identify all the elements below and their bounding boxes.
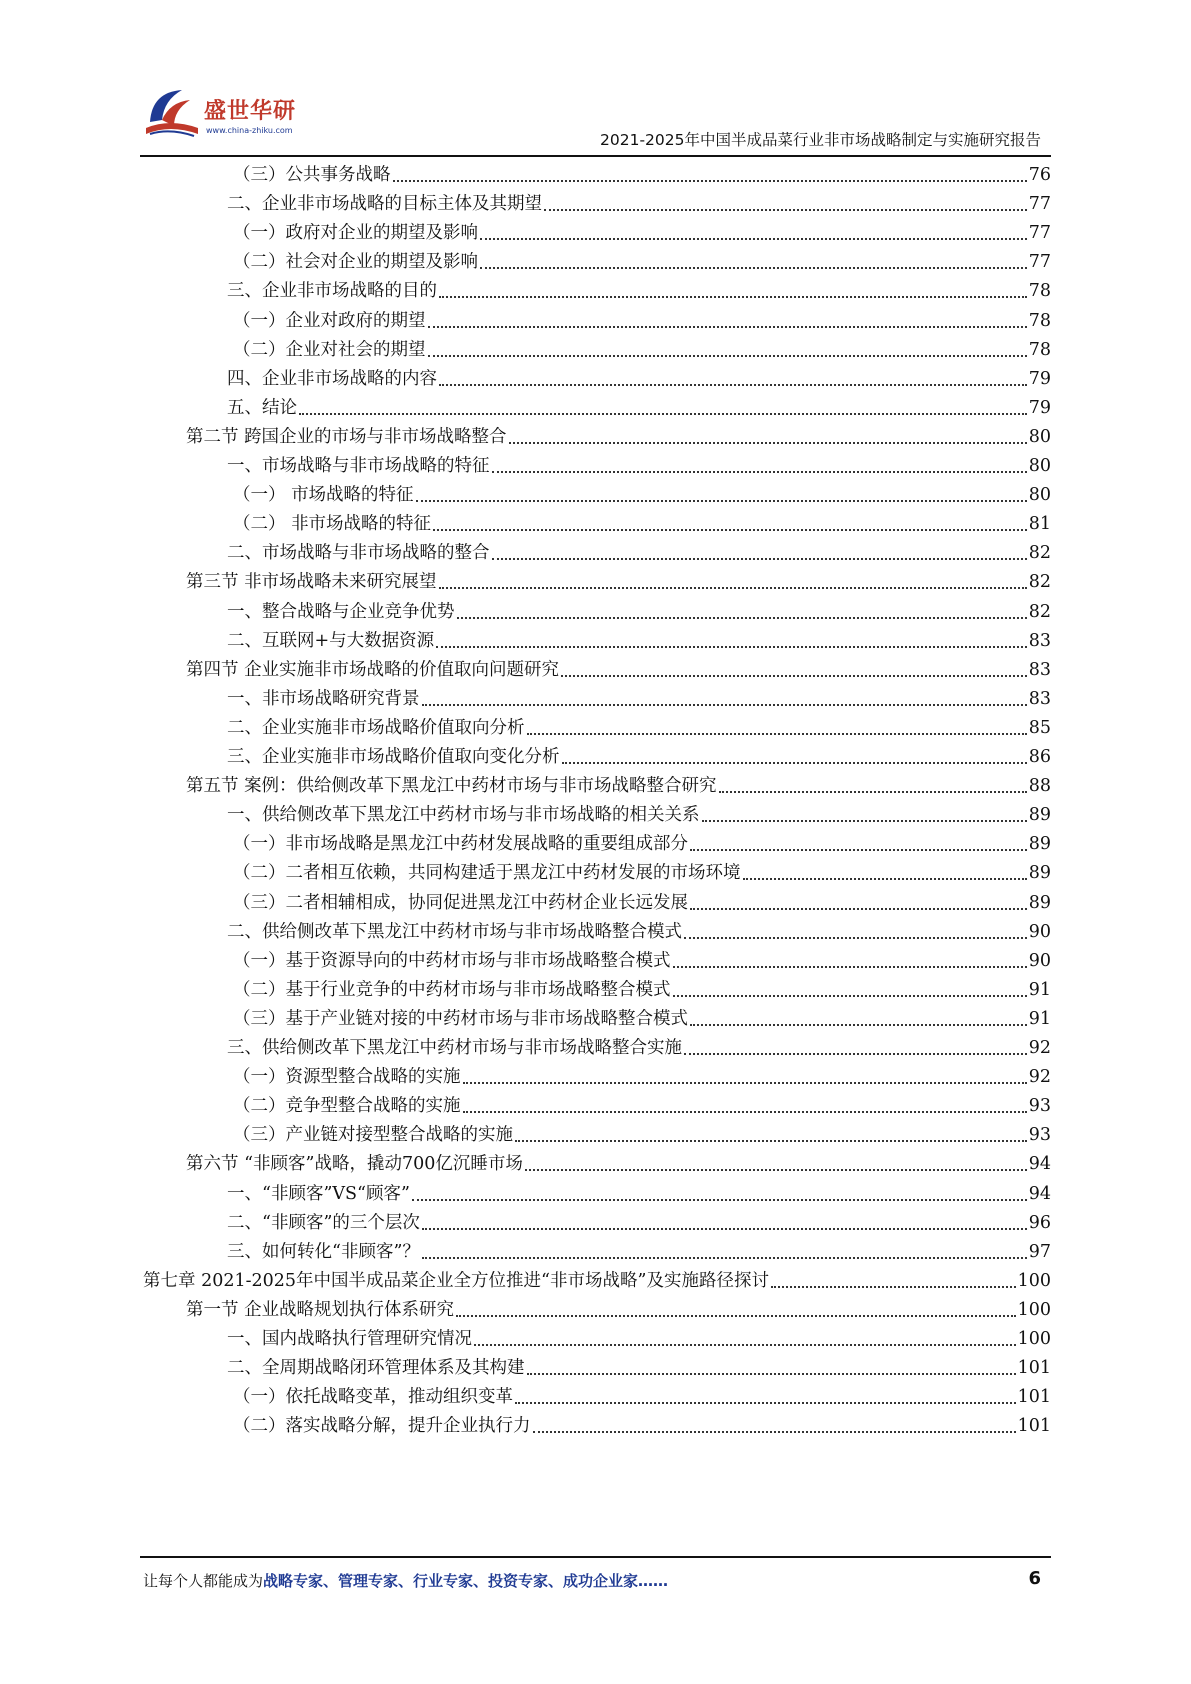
toc-entry-title: 二、互联网+与大数据资源: [227, 630, 435, 651]
toc-entry[interactable]: [143, 1266, 1051, 1297]
toc-entry[interactable]: [233, 1411, 1051, 1442]
report-title: 2021-2025年中国半成品菜行业非市场战略制定与实施研究报告: [600, 131, 1041, 149]
toc-leader-dots: [690, 907, 1027, 910]
slogan-prefix: 让每个人都能成为: [143, 1572, 264, 1590]
toc-entry-title: （二）落实战略分解，提升企业执行力: [233, 1416, 531, 1437]
toc-entry-page: 90: [1028, 950, 1051, 971]
toc-entry-title: （三）二者相辅相成，协同促进黑龙江中药材企业长远发展: [233, 892, 688, 913]
toc-entry-page: 101: [1017, 1416, 1051, 1437]
toc-entry[interactable]: [227, 1353, 1051, 1384]
footer-slogan: [143, 1570, 668, 1591]
toc-entry[interactable]: [227, 1237, 1051, 1268]
toc-entry-page: 100: [1017, 1270, 1051, 1291]
toc-entry[interactable]: [233, 1004, 1051, 1035]
toc-leader-dots: [428, 354, 1027, 357]
toc-leader-dots: [690, 848, 1027, 851]
toc-entry-title: 一、“非顾客”VS“顾客”: [227, 1183, 410, 1204]
toc-entry[interactable]: [227, 276, 1051, 307]
toc-leader-dots: [436, 645, 1027, 648]
toc-entry-title: 第三节 非市场战略未来研究展望: [186, 572, 437, 593]
toc-leader-dots: [527, 732, 1027, 735]
toc-entry-page: 100: [1017, 1299, 1051, 1320]
toc-entry-page: 85: [1028, 717, 1051, 738]
toc-entry-page: 79: [1028, 397, 1051, 418]
toc-entry-title: 第四节 企业实施非市场战略的价值取向问题研究: [186, 659, 560, 680]
toc-entry-title: （三）基于产业链对接的中药材市场与非市场战略整合模式: [233, 1008, 688, 1029]
toc-entry-title: 三、企业非市场战略的目的: [227, 281, 437, 302]
toc-leader-dots: [393, 179, 1027, 182]
toc-leader-dots: [673, 965, 1027, 968]
toc-entry[interactable]: [233, 247, 1051, 278]
toc-entry-page: 88: [1028, 776, 1051, 797]
toc-entry[interactable]: [233, 858, 1051, 889]
toc-entry[interactable]: [233, 160, 1051, 191]
toc-entry-title: （一）资源型整合战略的实施: [233, 1067, 461, 1088]
toc-entry-title: （一）基于资源导向的中药材市场与非市场战略整合模式: [233, 950, 671, 971]
toc-entry-title: （二） 非市场战略的特征: [233, 514, 432, 535]
company-logo: [140, 82, 340, 148]
toc-entry[interactable]: [233, 888, 1051, 919]
toc-entry[interactable]: [227, 1179, 1051, 1210]
toc-entry-title: （二）竞争型整合战略的实施: [233, 1096, 461, 1117]
footer-divider: [140, 1556, 1051, 1558]
toc-entry-page: 78: [1028, 339, 1051, 360]
toc-leader-dots: [690, 1023, 1027, 1026]
toc-leader-dots: [684, 1052, 1027, 1055]
toc-entry-page: 80: [1028, 456, 1051, 476]
toc-leader-dots: [533, 1430, 1016, 1433]
toc-entry-page: 100: [1017, 1329, 1051, 1349]
toc-entry[interactable]: [227, 1324, 1051, 1355]
toc-leader-dots: [525, 1168, 1027, 1171]
toc-entry-title: 一、供给侧改革下黑龙江中药材市场与非市场战略的相关关系: [227, 805, 700, 826]
toc-entry[interactable]: [233, 1062, 1051, 1093]
toc-entry-page: 82: [1028, 572, 1051, 593]
toc-entry-title: 第五节 案例：供给侧改革下黑龙江中药材市场与非市场战略整合研究: [186, 776, 717, 797]
toc-leader-dots: [299, 412, 1027, 415]
toc-entry-title: 一、市场战略与非市场战略的特征: [227, 456, 490, 476]
page-number: 6: [1028, 1568, 1041, 1589]
toc-entry-page: 79: [1028, 368, 1051, 389]
toc-leader-dots: [422, 1256, 1027, 1259]
toc-leader-dots: [561, 674, 1027, 677]
toc-entry-title: 二、全周期战略闭环管理体系及其构建: [227, 1358, 525, 1379]
toc-leader-dots: [463, 1110, 1027, 1113]
toc-entry[interactable]: [227, 917, 1051, 948]
toc-leader-dots: [480, 237, 1027, 240]
toc-entry-title: （二）企业对社会的期望: [233, 339, 426, 360]
toc-entry-page: 78: [1028, 281, 1051, 302]
toc-entry-title: 三、如何转化“非顾客”？: [227, 1241, 420, 1262]
toc-entry-page: 89: [1028, 805, 1051, 826]
toc-entry-page: 80: [1028, 426, 1051, 447]
toc-leader-dots: [743, 877, 1027, 880]
toc-entry[interactable]: [233, 335, 1051, 366]
toc-leader-dots: [515, 1401, 1016, 1404]
toc-entry-title: （二）社会对企业的期望及影响: [233, 252, 478, 273]
toc-entry-title: 一、整合战略与企业竞争优势: [227, 601, 455, 622]
toc-entry-page: 83: [1028, 659, 1051, 680]
toc-entry[interactable]: [227, 451, 1051, 482]
toc-entry[interactable]: [227, 713, 1051, 744]
toc-entry-page: 77: [1028, 223, 1051, 244]
toc-entry-title: （二）二者相互依赖，共同构建适于黑龙江中药材发展的市场环境: [233, 863, 741, 884]
toc-entry[interactable]: [227, 1208, 1051, 1239]
toc-entry[interactable]: [233, 1382, 1051, 1413]
toc-entry[interactable]: [227, 364, 1051, 395]
toc-entry[interactable]: [227, 800, 1051, 831]
toc-leader-dots: [412, 1198, 1027, 1201]
toc-entry-title: 第二节 跨国企业的市场与非市场战略整合: [186, 426, 507, 447]
toc-entry-page: 81: [1028, 514, 1051, 535]
toc-leader-dots: [702, 819, 1027, 822]
toc-entry-title: 二、企业非市场战略的目标主体及其期望: [227, 194, 542, 215]
toc-leader-dots: [492, 557, 1027, 560]
toc-leader-dots: [562, 761, 1027, 764]
toc-entry[interactable]: [233, 218, 1051, 249]
toc-entry-title: 第六节 “非顾客”战略，撬动700亿沉睡市场: [186, 1154, 523, 1175]
toc-entry[interactable]: [233, 480, 1051, 511]
toc-entry-title: （一）非市场战略是黑龙江中药材发展战略的重要组成部分: [233, 834, 688, 855]
toc-leader-dots: [439, 295, 1027, 298]
toc-entry-page: 82: [1028, 601, 1051, 622]
toc-entry[interactable]: [233, 1091, 1051, 1122]
slogan-roles: 战略专家、管理专家、行业专家、投资专家、成功企业家……: [263, 1572, 669, 1590]
toc-entry-page: 91: [1028, 1008, 1051, 1029]
toc-entry[interactable]: [227, 597, 1051, 628]
toc-entry-page: 78: [1028, 310, 1051, 331]
toc-entry-title: 四、企业非市场战略的内容: [227, 368, 437, 389]
toc-entry-page: 93: [1028, 1125, 1051, 1146]
toc-entry-title: （一）依托战略变革，推动组织变革: [233, 1387, 513, 1408]
toc-entry[interactable]: [227, 189, 1051, 220]
toc-entry-page: 77: [1028, 252, 1051, 273]
toc-entry[interactable]: [227, 684, 1051, 715]
toc-entry[interactable]: [227, 626, 1051, 657]
toc-leader-dots: [492, 470, 1027, 473]
toc-entry-title: 第一节 企业战略规划执行体系研究: [186, 1299, 455, 1320]
toc-leader-dots: [416, 499, 1027, 502]
toc-entry-page: 86: [1028, 747, 1051, 767]
toc-leader-dots: [673, 994, 1027, 997]
toc-leader-dots: [509, 441, 1027, 444]
toc-entry-title: 二、企业实施非市场战略价值取向分析: [227, 717, 525, 738]
toc-entry[interactable]: [227, 1033, 1051, 1064]
toc-leader-dots: [422, 1227, 1027, 1230]
toc-entry-title: 第七章 2021-2025年中国半成品菜企业全方位推进“非市场战略”及实施路径探讨: [143, 1270, 769, 1291]
toc-leader-dots: [422, 703, 1027, 706]
toc-leader-dots: [544, 208, 1027, 211]
toc-entry-page: 97: [1028, 1241, 1051, 1262]
toc-leader-dots: [433, 528, 1027, 531]
toc-entry[interactable]: [233, 509, 1051, 540]
toc-leader-dots: [439, 586, 1027, 589]
toc-entry-title: （一）政府对企业的期望及影响: [233, 223, 478, 244]
toc-leader-dots: [515, 1139, 1027, 1142]
toc-entry-title: 二、“非顾客”的三个层次: [227, 1212, 420, 1233]
toc-leader-dots: [480, 266, 1027, 269]
toc-leader-dots: [463, 1081, 1027, 1084]
toc-entry-title: （一） 市场战略的特征: [233, 485, 414, 506]
toc-leader-dots: [457, 616, 1027, 619]
toc-entry[interactable]: [186, 655, 1051, 686]
toc-entry-page: 82: [1028, 543, 1051, 564]
toc-entry[interactable]: [233, 946, 1051, 977]
toc-entry-page: 94: [1028, 1183, 1051, 1204]
toc-entry-page: 94: [1028, 1154, 1051, 1175]
toc-entry[interactable]: [227, 742, 1051, 773]
toc-entry[interactable]: [186, 1295, 1051, 1326]
toc-entry-page: 80: [1028, 485, 1051, 506]
toc-entry[interactable]: [186, 567, 1051, 598]
toc-entry-title: （二）基于行业竞争的中药材市场与非市场战略整合模式: [233, 979, 671, 1000]
toc-entry-page: 92: [1028, 1067, 1051, 1088]
toc-entry-page: 89: [1028, 834, 1051, 855]
toc-leader-dots: [719, 790, 1027, 793]
toc-entry-page: 96: [1028, 1212, 1051, 1233]
logo-name: 盛世华研: [204, 99, 297, 124]
toc-leader-dots: [771, 1285, 1016, 1288]
toc-entry[interactable]: [186, 1149, 1051, 1180]
logo-emblem-icon: [140, 82, 202, 144]
logo-url: www.china-zhiku.com: [206, 126, 293, 135]
toc-entry-title: （三）产业链对接型整合战略的实施: [233, 1125, 513, 1146]
toc-entry[interactable]: [233, 975, 1051, 1006]
toc-entry-page: 77: [1028, 194, 1051, 215]
toc-entry-title: 五、结论: [227, 397, 297, 418]
toc-entry-page: 90: [1028, 921, 1051, 942]
toc-entry-page: 91: [1028, 979, 1051, 1000]
toc-entry[interactable]: [186, 422, 1051, 453]
toc-leader-dots: [684, 936, 1027, 939]
page-header: [0, 0, 1191, 160]
toc-entry-title: 二、供给侧改革下黑龙江中药材市场与非市场战略整合模式: [227, 921, 682, 942]
toc-leader-dots: [474, 1343, 1016, 1346]
toc-entry-title: 二、市场战略与非市场战略的整合: [227, 543, 490, 564]
toc-entry-title: 一、非市场战略研究背景: [227, 688, 420, 709]
toc-entry-title: 三、供给侧改革下黑龙江中药材市场与非市场战略整合实施: [227, 1038, 682, 1058]
toc-entry-page: 93: [1028, 1096, 1051, 1117]
toc-entry[interactable]: [227, 538, 1051, 569]
toc-entry[interactable]: [227, 393, 1051, 424]
toc-entry-page: 76: [1028, 165, 1051, 185]
toc-entry[interactable]: [186, 771, 1051, 802]
toc-leader-dots: [428, 325, 1027, 328]
toc-leader-dots: [439, 383, 1027, 386]
toc-entry-page: 92: [1028, 1038, 1051, 1058]
toc-entry-page: 83: [1028, 630, 1051, 651]
toc-entry-page: 89: [1028, 863, 1051, 884]
toc-entry[interactable]: [233, 306, 1051, 337]
toc-entry[interactable]: [233, 829, 1051, 860]
toc-entry-title: （一）企业对政府的期望: [233, 310, 426, 331]
toc-entry-page: 101: [1017, 1387, 1051, 1408]
toc-entry-page: 101: [1017, 1358, 1051, 1379]
toc-entry-title: （三）公共事务战略: [233, 165, 391, 185]
toc-leader-dots: [527, 1372, 1016, 1375]
toc-leader-dots: [456, 1314, 1016, 1317]
toc-entry[interactable]: [233, 1120, 1051, 1151]
toc-entry-page: 83: [1028, 688, 1051, 709]
header-divider: [140, 155, 1051, 157]
toc-entry-title: 三、企业实施非市场战略价值取向变化分析: [227, 747, 560, 767]
toc-entry-title: 一、国内战略执行管理研究情况: [227, 1329, 472, 1349]
toc-entry-page: 89: [1028, 892, 1051, 913]
